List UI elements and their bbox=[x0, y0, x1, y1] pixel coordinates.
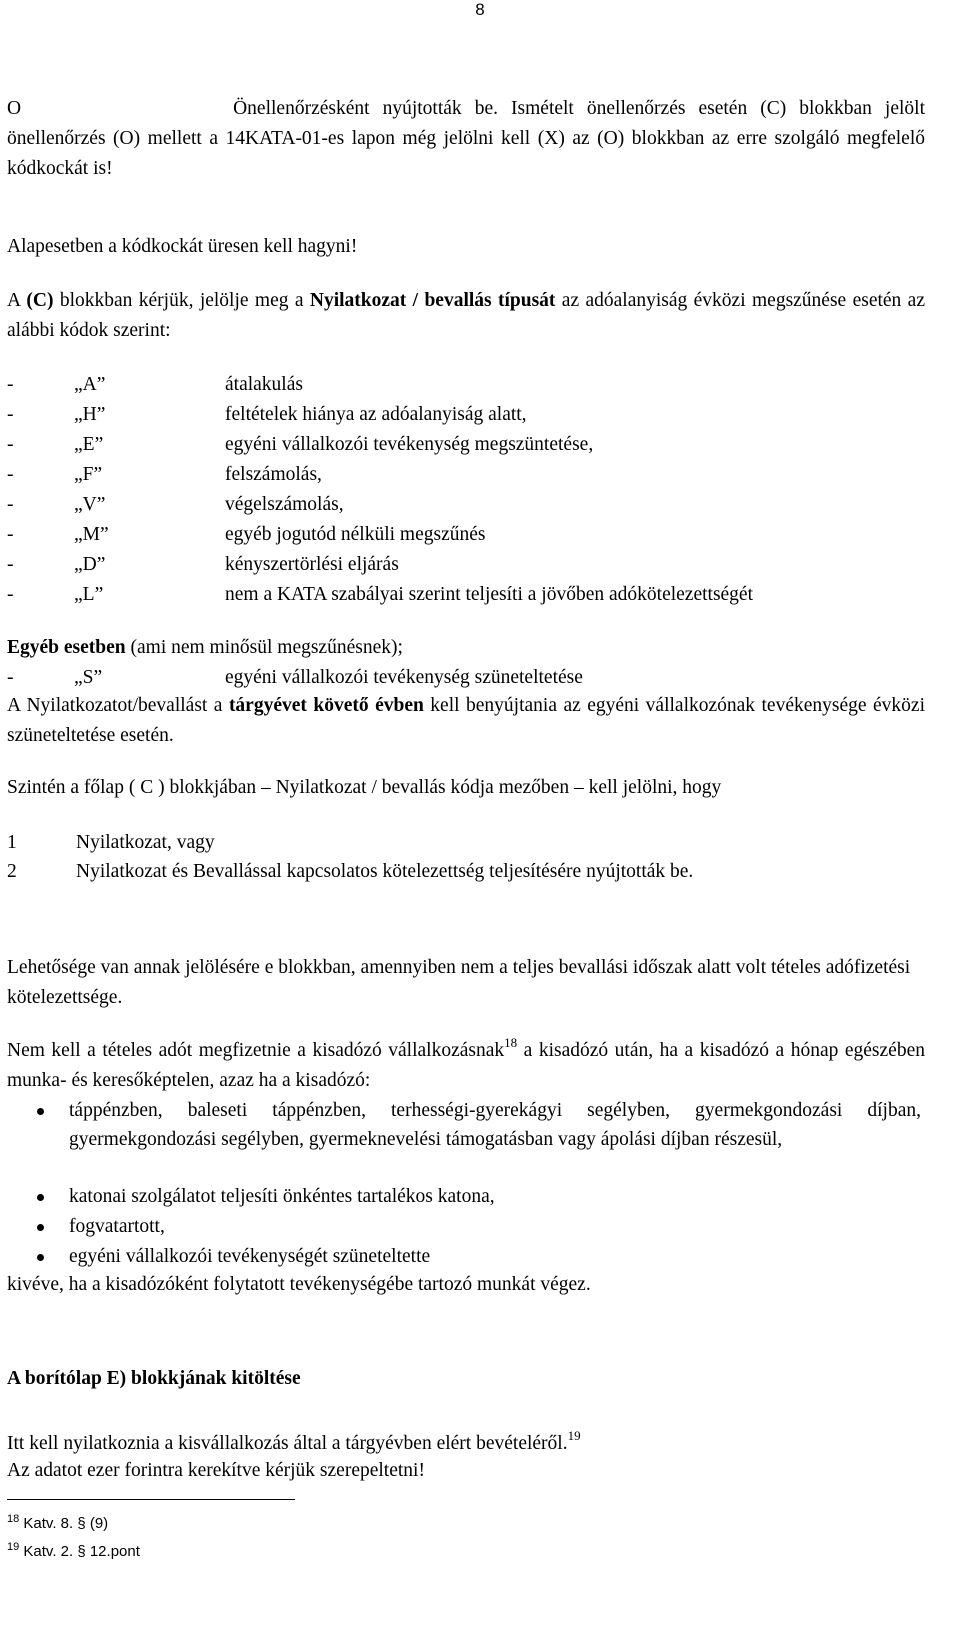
code-letter: „H” bbox=[74, 404, 106, 425]
bold-targyevet-koveto-evben: tárgyévet követő évben bbox=[228, 695, 424, 716]
paragraph-nyilatkozat-bevetel: Itt kell nyilatkoznia a kisvállalkozás által a tárgyévben elért bevételéről.$^{19}$ bbox=[7, 1428, 581, 1454]
code-description: kényszertörlési eljárás bbox=[225, 554, 399, 575]
code-letter: „V” bbox=[74, 494, 106, 515]
paragraph-lehetosege: Lehetősége van annak jelölésére e blokkban, amennyiben nem a teljes bevallási időszak alatt volt tételes adófizetési kötelezettsége. bbox=[7, 957, 911, 1008]
paragraph-kiveve: kivéve, ha a kisadózóként folytatott tevékenységébe tartozó munkát végez. bbox=[7, 1274, 591, 1295]
code-description: nem a KATA szabályai szerint teljesíti a jövőben adókötelezettségét bbox=[225, 584, 754, 605]
page-number: 8 bbox=[475, 0, 485, 19]
paragraph-alapeset: Alapesetben a kódkockát üresen kell hagyni! bbox=[7, 236, 358, 257]
code-letter: „S” bbox=[74, 667, 103, 688]
code-letter: „D” bbox=[74, 554, 106, 575]
bullet-icon bbox=[37, 1254, 44, 1261]
bullet-icon bbox=[37, 1108, 44, 1115]
section-heading: A borítólap E) blokkjának kitöltése bbox=[7, 1368, 301, 1389]
code-letter: „F” bbox=[74, 464, 103, 485]
footnote-ref-18[interactable]: 18 bbox=[504, 1035, 518, 1050]
item-text: Nyilatkozat és Bevallással kapcsolatos kötelezettség teljesítésére nyújtották be. bbox=[76, 861, 694, 882]
code-description: egyéb jogutód nélküli megszűnés bbox=[225, 524, 486, 545]
code-letter: „A” bbox=[74, 374, 106, 395]
code-letter: „M” bbox=[74, 524, 109, 545]
bullet-icon bbox=[37, 1194, 44, 1201]
code-description: végelszámolás, bbox=[225, 494, 344, 515]
code-description: egyéni vállalkozói tevékenység szüneteltetése bbox=[225, 667, 583, 688]
paragraph-onellenorzes bbox=[7, 94, 925, 184]
bold-egyeb-esetben: Egyéb esetben bbox=[7, 637, 126, 658]
code-description: feltételek hiánya az adóalanyiság alatt, bbox=[225, 404, 527, 425]
bold-nyilatkozat-tipus: Nyilatkozat / bevallás típusát bbox=[309, 290, 556, 311]
footnote-separator bbox=[7, 1499, 295, 1500]
paragraph-egyeb-esetben: Egyéb esetben (ami nem minősül megszűnésnek); bbox=[7, 637, 403, 658]
paragraph-c-blokk: A (C) blokkban kérjük, jelölje meg a Nyilatkozat / bevallás típusát az adóalanyiság évközi megszűnése esetén az alábbi kódok szerint: bbox=[7, 290, 925, 341]
footnote-18: $^{18}$ Katv. 8. § (9) bbox=[7, 1513, 109, 1532]
paragraph-ezer-forint: Az adatot ezer forintra kerekítve kérjük szerepeltetni! bbox=[7, 1460, 425, 1481]
code-description: átalakulás bbox=[225, 374, 303, 395]
code-description: felszámolás, bbox=[225, 464, 322, 485]
paragraph-marker: O bbox=[7, 98, 22, 119]
bold-c: (C) bbox=[26, 290, 54, 311]
code-letter: „E” bbox=[74, 434, 104, 455]
item-number: 2 bbox=[7, 861, 17, 882]
bullet-icon bbox=[37, 1224, 44, 1231]
code-letter: „L” bbox=[74, 584, 104, 605]
item-number: 1 bbox=[7, 832, 17, 853]
footnote-19: $^{19}$ Katv. 2. § 12.pont bbox=[7, 1541, 140, 1560]
paragraph-szinten: Szintén a főlap ( C ) blokkjában – Nyilatkozat / bevallás kódja mezőben – kell jelölni, hogy bbox=[7, 777, 722, 798]
footnote-ref-19[interactable]: 19 bbox=[567, 1428, 581, 1443]
document-page: 8 O Önellenőrzésként nyújtották be. Ismételt önellenőrzés esetén (C) blokkban jelölt önellenőrzés (O) mellett a 14KATA-01-es lapon még jelölni kell (X) az (O) blokkban az erre szolgáló megfelelő kódkockát is! Alapesetben a kódkockát üresen kell hagyni! A (C) blokkban kérjük, jelölje meg a Nyilatkozat / bevallás típusát az adóalanyiság évközi megszűnése esetén az alábbi kódok szerint: - „A” átalakulás - „H” feltételek hiánya az adóalanyiság alatt, - „E” egyéni vállalkozói tevékenység megszüntetése, - „F” felszámolás, - „V” végelszámolás, - „M” egyéb jogutód nélküli megszűnés - „D” kényszertörlési eljárás - „L” nem a KATA szabályai szerint teljesíti a jövőben adókötelezettségét Egyéb esetben (ami nem minősül megszűnésnek); - „S” egyéni vállalkozói tevékenység szüneteltetése A Nyilatkozatot/bevallást a tárgyévet követő évben kell benyújtania az egyéni vállalkozónak tevékenysége évközi szüneteltetése esetén. Szintén a főlap ( C ) blokkjában – Nyilatkozat / bevallás kódja mezőben – kell jelölni, hogy 1 Nyilatkozat, vagy 2 Nyilatkozat és Bevallással kapcsolatos kötelezettség teljesítésére nyújtották be. Lehetősége van annak jelölésére e blokkban, amennyiben nem a teljes bevallási időszak alatt volt tételes adófizetési kötelezettsége. Nem kell a tételes adót megfizetnie a kisadózó vállalkozásnak$^{18}$ a kisadózó után, ha a kisadózó a hónap egészében munka- és keresőképtelen, azaz ha a kisadózó: táppénzben, baleseti táppénzben, terhességi-gyerekágyi segélyben, gyermekgondozási díjban, gyermekgondozási segélyben, gyermeknevelési támogatásban vagy ápolási díjban részesül, katonai szolgálatot teljesíti önkéntes tartalékos katona, fogvatartott, egyéni vállalkozói tevékenységét szüneteltette kivéve, ha a kisadózóként folytatott tevékenységébe tartozó munkát végez. A borítólap E) blokkjának kitöltése Itt kell nyilatkoznia a kisvállalkozás által a tárgyévben elért bevételéről.$^{19}$ Az adatot ezer forintra kerekítve kérjük szerepeltetni! $^{18}$ Katv. 8. § (9) $^{19}$ Katv. 2. § 12.pont bbox=[0, 0, 960, 1630]
code-description: egyéni vállalkozói tevékenység megszüntetése, bbox=[225, 434, 594, 455]
item-text: Nyilatkozat, vagy bbox=[76, 832, 215, 853]
paragraph-teteles-ado: Nem kell a tételes adót megfizetnie a kisadózó vállalkozásnak$^{18}$ a kisadózó után, ha a kisadózó a hónap egészében munka- és keresőképtelen, azaz ha a kisadózó: bbox=[7, 1035, 925, 1091]
paragraph-targyevet-koveto: A Nyilatkozatot/bevallást a tárgyévet követő évben kell benyújtania az egyéni vállalkozónak tevékenysége évközi szüneteltetése esetén. bbox=[7, 695, 925, 746]
paragraph-text: Önellenőrzésként nyújtották be. Ismételt önellenőrzés esetén (C) blokkban jelölt önellenőrzés (O) mellett a 14KATA-01-es lapon még jelölni kell (X) az (O) blokkban az erre szolgáló megfelelő kódkockát is! bbox=[7, 98, 925, 179]
